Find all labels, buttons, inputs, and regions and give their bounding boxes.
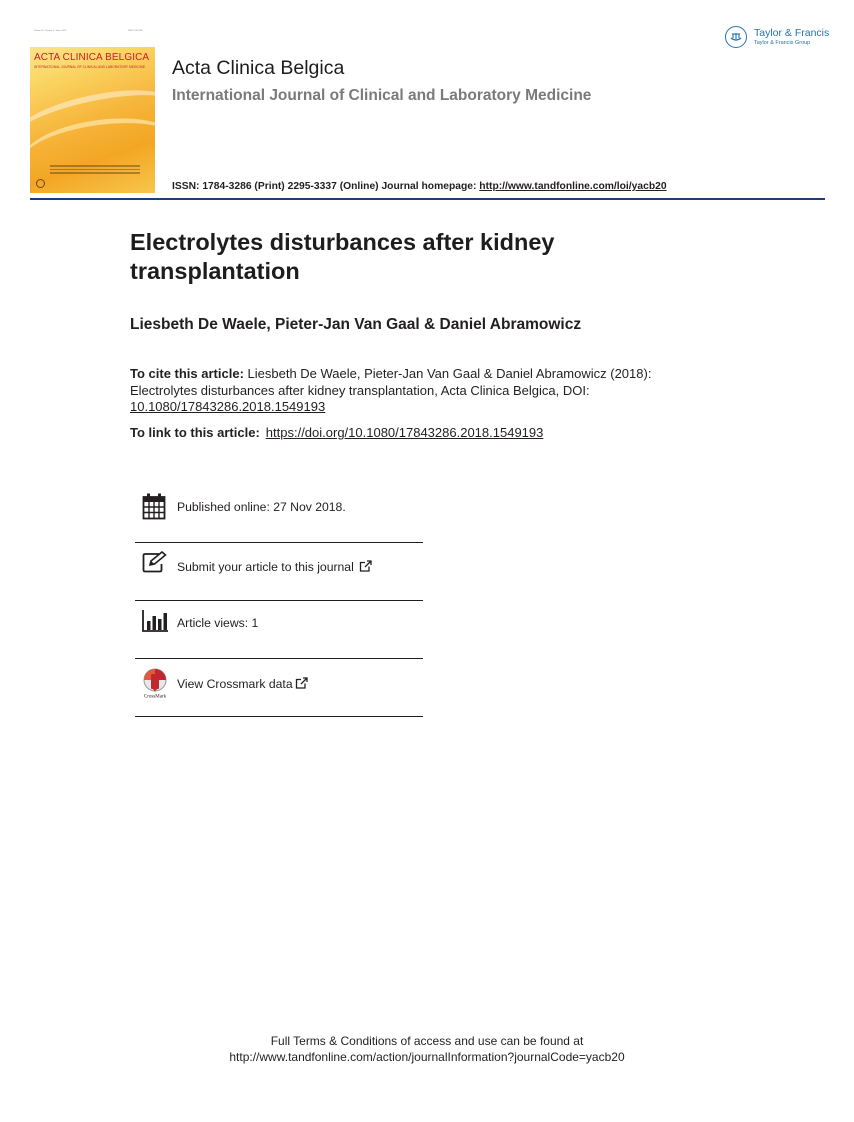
submit-article-label: Submit your article to this journal (177, 560, 354, 574)
cite-doi-link[interactable]: 10.1080/17843286.2018.1549193 (130, 399, 326, 414)
publisher-group: Taylor & Francis Group (754, 40, 811, 46)
published-online-row (135, 493, 423, 523)
taylor-francis-icon (725, 26, 747, 48)
cite-label: To cite this article: (130, 366, 244, 381)
cover-tiny-text: Volume 00 · Number 0 · Month 2018 (34, 30, 67, 32)
article-doi-link[interactable]: https://doi.org/10.1080/17843286.2018.1549193 (265, 425, 544, 440)
published-online-text: Published online: 27 Nov 2018. (177, 500, 346, 514)
footer-terms-link[interactable]: http://www.tandfonline.com/action/journalInformation?journalCode=yacb20 (229, 1049, 625, 1064)
info-divider (135, 716, 423, 717)
crossmark-icon (142, 668, 170, 703)
crossmark-logo-text: CrossMark (143, 694, 167, 698)
article-title: Electrolytes disturbances after kidney transplantation (130, 229, 555, 284)
cover-subtitle: INTERNATIONAL JOURNAL OF CLINICAL AND LABORATORY MEDICINE (34, 65, 146, 69)
crossmark-row[interactable] (135, 668, 423, 700)
article-authors: Liesbeth De Waele, Pieter-Jan Van Gaal & Daniel Abramowicz (130, 316, 582, 333)
journal-cover-image (30, 25, 155, 193)
footer (0, 1034, 854, 1065)
info-divider (135, 600, 423, 601)
issn-line (172, 181, 667, 192)
cover-text-lines (50, 165, 140, 176)
info-divider (135, 658, 423, 659)
submit-article-row[interactable] (135, 551, 423, 581)
journal-title: Acta Clinica Belgica (172, 57, 345, 79)
external-link-icon (359, 560, 372, 575)
cover-title: ACTA CLINICA BELGICA (34, 52, 150, 63)
calendar-icon (142, 493, 166, 525)
crossmark-link[interactable] (177, 677, 308, 692)
bar-chart-icon (142, 610, 169, 637)
edit-icon (142, 551, 168, 578)
info-divider (135, 542, 423, 543)
journal-homepage-link[interactable]: http://www.tandfonline.com/loi/yacb20 (479, 181, 667, 192)
publisher-name: Taylor & Francis (754, 27, 830, 39)
cover-top-strip (30, 25, 155, 47)
citation-block (130, 366, 710, 416)
link-label: To link to this article: (130, 425, 260, 440)
submit-article-link[interactable] (177, 560, 372, 575)
article-views-text: Article views: 1 (177, 616, 259, 630)
external-link-icon (295, 677, 308, 692)
cite-text: Liesbeth De Waele, Pieter-Jan Van Gaal & Daniel Abramowicz (2018): Electrolytes disturbances after kidney transplantation, Acta Clinica Belgica, DOI: (130, 366, 652, 398)
cover-tiny-issn: ISSN 1784-3286 (128, 30, 143, 32)
cover-publisher-logo (36, 179, 45, 188)
issn-text: ISSN: 1784-3286 (Print) 2295-3337 (Online) Journal homepage: (172, 181, 480, 192)
crossmark-label: View Crossmark data (177, 677, 293, 691)
article-link-block (130, 425, 543, 440)
footer-terms-text: Full Terms & Conditions of access and use can be found at (270, 1034, 584, 1048)
article-views-row (135, 608, 423, 638)
header-divider (30, 198, 825, 200)
journal-subtitle: International Journal of Clinical and Laboratory Medicine (172, 87, 592, 104)
